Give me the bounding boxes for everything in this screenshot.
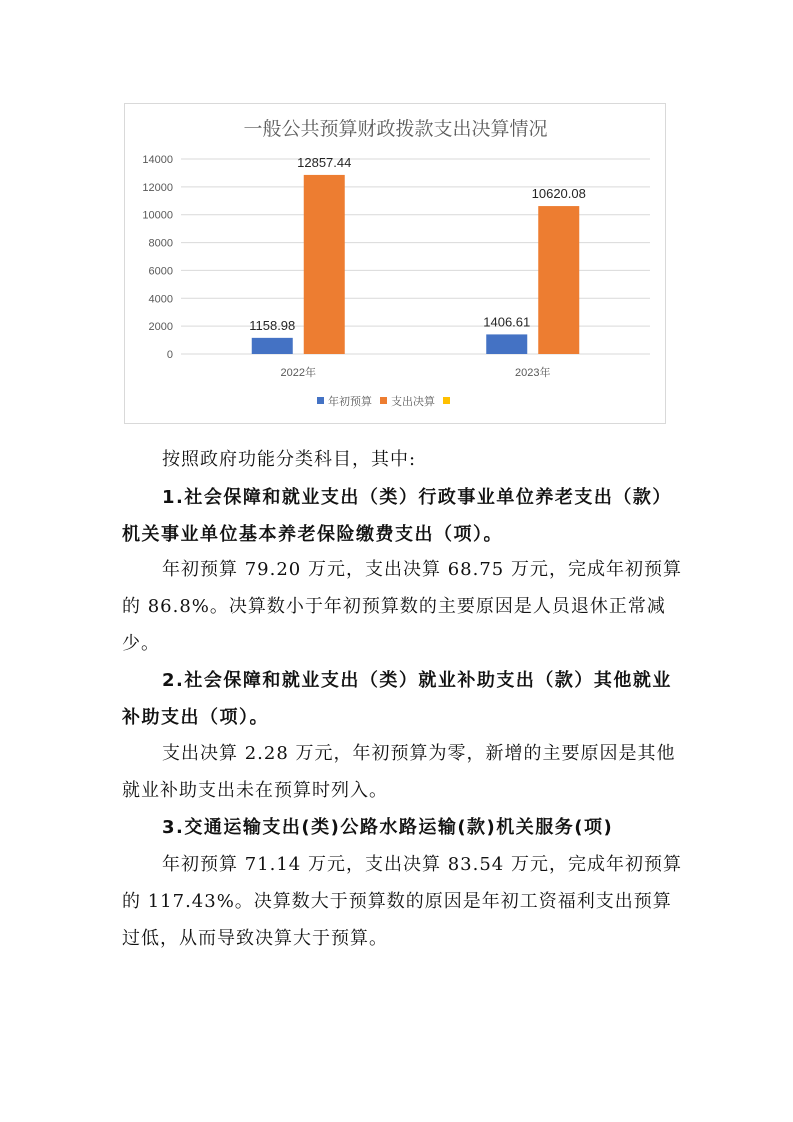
legend-label: 支出决算 [391,395,435,408]
chart-container [124,103,666,424]
y-tick-label: 4000 [148,293,173,306]
data-label: 10620.08 [531,186,586,202]
data-label: 12857.44 [297,154,352,170]
y-tick-label: 12000 [142,181,173,194]
item3-heading: 3.交通运输支出(类)公路水路运输(款)机关服务(项) [162,817,614,838]
legend-swatch [380,397,387,404]
x-tick-label: 2023年 [515,367,551,379]
bar-chart [125,104,665,423]
bar [252,338,293,354]
chart-title: 一般公共预算财政拨款支出决算情况 [243,118,548,140]
item1-heading: 1.社会保障和就业支出（类）行政事业单位养老支出（款）机关事业单位基本养老保险缴费支出（项）。 [122,487,672,545]
item3-body: 年初预算 71.14 万元，支出决算 83.54 万元，完成年初预算的 117.43%。决算数大于预算数的原因是年初工资福利支出预算过低，从而导致决算大于预算。 [122,854,682,949]
y-tick-label: 6000 [148,265,173,278]
legend-swatch [317,397,324,404]
y-tick-label: 10000 [142,209,173,222]
legend-label: 年初预算 [328,395,372,408]
bar [486,334,527,354]
bar [538,206,579,354]
item1-body: 年初预算 79.20 万元，支出决算 68.75 万元，完成年初预算的 86.8%。决算数小于年初预算数的主要原因是人员退休正常减少。 [122,559,682,654]
item2-body: 支出决算 2.28 万元，年初预算为零，新增的主要原因是其他就业补助支出未在预算时列入。 [122,743,676,801]
item2-heading: 2.社会保障和就业支出（类）就业补助支出（款）其他就业补助支出（项）。 [122,670,672,728]
x-tick-label: 2022年 [280,367,316,379]
y-tick-label: 8000 [148,237,173,250]
bar [304,175,345,354]
y-tick-label: 14000 [142,154,173,166]
data-label: 1158.98 [249,317,296,333]
intro-text: 按照政府功能分类科目，其中: [162,449,417,470]
legend-swatch [443,397,450,404]
y-tick-label: 2000 [148,321,173,334]
data-label: 1406.61 [483,314,531,330]
y-tick-label: 0 [166,349,173,361]
